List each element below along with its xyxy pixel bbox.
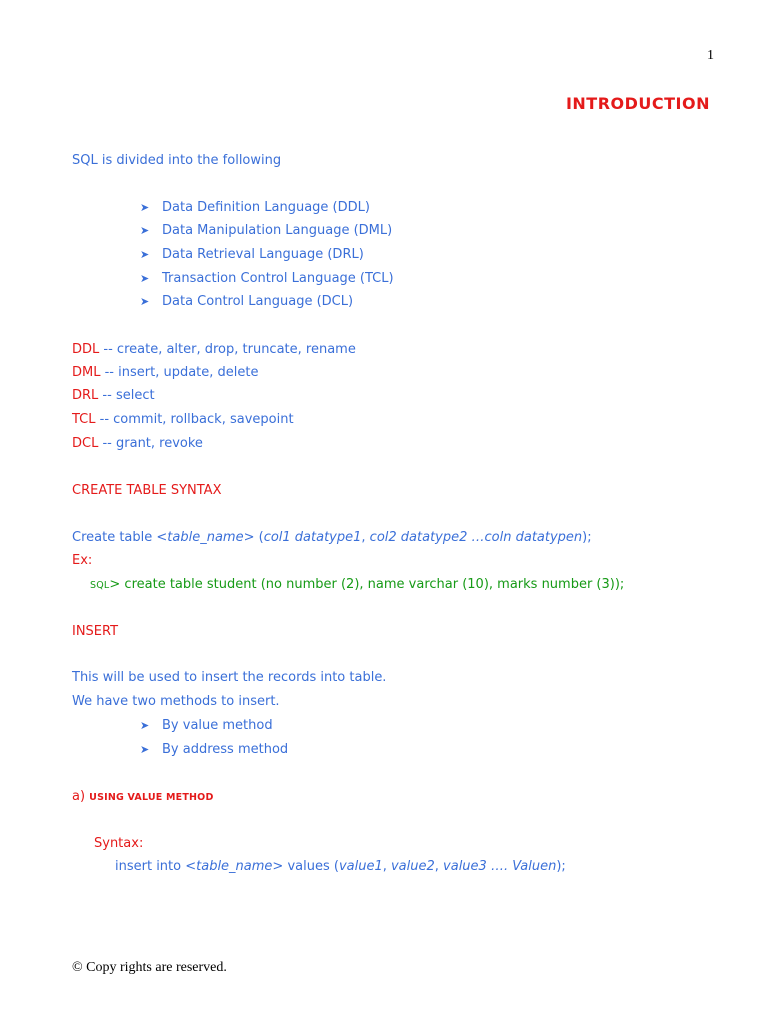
list-item: ➤ Data Definition Language (DDL) — [140, 200, 370, 215]
list-item: ➤ Data Manipulation Language (DML) — [140, 223, 393, 238]
command-row: DDL -- create, alter, drop, truncate, rename — [72, 342, 356, 357]
command-row: DML -- insert, update, delete — [72, 365, 259, 380]
command-abbr: TCL — [72, 412, 96, 427]
command-abbr: DDL — [72, 342, 100, 357]
example-label: Ex: — [72, 553, 93, 568]
command-abbr: DRL — [72, 388, 99, 403]
command-list: select — [115, 388, 155, 403]
arrow-bullet-icon: ➤ — [140, 295, 150, 308]
command-row: DCL -- grant, revoke — [72, 436, 203, 451]
subsection-title-value-method: a) USING VALUE METHOD — [72, 789, 214, 804]
command-list: create, alter, drop, truncate, rename — [116, 342, 356, 357]
command-list: commit, rollback, savepoint — [113, 412, 294, 427]
insert-syntax: insert into <table_name> values (value1, value2, value3 …. Valuen); — [115, 859, 566, 874]
list-item: ➤ Data Retrieval Language (DRL) — [140, 247, 364, 262]
page-number: 1 — [707, 48, 714, 63]
arrow-bullet-icon: ➤ — [140, 224, 150, 237]
insert-description: This will be used to insert the records into table. — [72, 670, 387, 685]
insert-description: We have two methods to insert. — [72, 694, 280, 709]
command-abbr: DCL — [72, 436, 99, 451]
arrow-bullet-icon: ➤ — [140, 719, 150, 732]
command-row: DRL -- select — [72, 388, 155, 403]
command-abbr: DML — [72, 365, 101, 380]
create-table-syntax: Create table <table_name> (col1 datatype1, col2 datatype2 …coln datatypen); — [72, 530, 592, 545]
list-item: ➤ By address method — [140, 742, 289, 757]
sql-prompt: SQL — [90, 580, 110, 591]
syntax-label: Syntax: — [94, 836, 144, 851]
arrow-bullet-icon: ➤ — [140, 201, 150, 214]
command-list: grant, revoke — [116, 436, 203, 451]
command-list: insert, update, delete — [118, 365, 259, 380]
list-item: ➤ Transaction Control Language (TCL) — [140, 271, 394, 286]
list-item: ➤ Data Control Language (DCL) — [140, 294, 354, 309]
intro-text: SQL is divided into the following — [72, 153, 282, 168]
section-title-insert: INSERT — [72, 624, 119, 639]
list-item: ➤ By value method — [140, 718, 273, 733]
create-table-example: SQL> create table student (no number (2), name varchar (10), marks number (3)); — [90, 577, 625, 592]
arrow-bullet-icon: ➤ — [140, 743, 150, 756]
page-title: INTRODUCTION — [565, 94, 710, 113]
command-row: TCL -- commit, rollback, savepoint — [72, 412, 294, 427]
copyright-footer: © Copy rights are reserved. — [72, 960, 227, 975]
arrow-bullet-icon: ➤ — [140, 272, 150, 285]
section-title-create-table: CREATE TABLE SYNTAX — [72, 483, 222, 498]
arrow-bullet-icon: ➤ — [140, 248, 150, 261]
